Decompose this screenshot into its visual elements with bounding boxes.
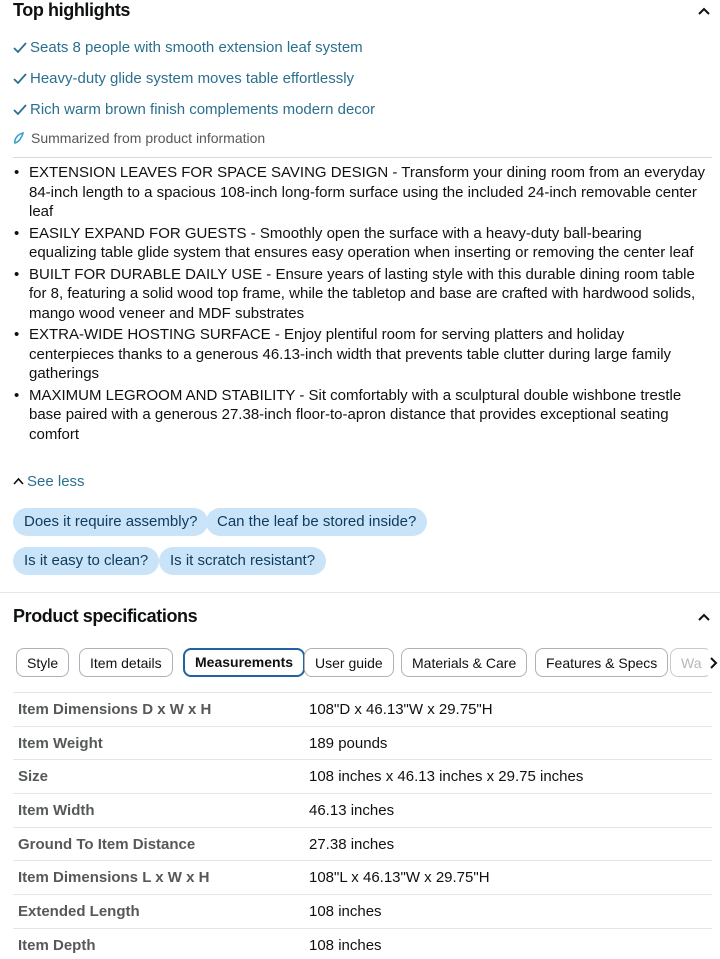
highlight-text: Heavy-duty glide system moves table effortlessly [30,70,355,87]
question-chip-easy-clean[interactable]: Is it easy to clean? [13,547,159,575]
spec-value: 189 pounds [309,735,388,752]
spec-value: 108"D x 46.13"W x 29.75"H [309,701,493,718]
spec-row [13,759,712,793]
spec-key: Ground To Item Distance [18,836,196,853]
tab-warranty[interactable]: Wa [670,648,708,677]
tab-measurements[interactable]: Measurements [183,648,305,677]
tab-style[interactable]: Style [16,648,69,677]
spec-key: Extended Length [18,903,140,920]
spec-value: 108"L x 46.13"W x 29.75"H [309,869,490,886]
spec-row [13,726,712,760]
feature-bullet: • BUILT FOR DURABLE DAILY USE - Ensure years of lasting style with this durable dining room table for 8, featuring a solid wood top frame, while the tabletop and base are crafted with hardwood solids, mango wood veneer and MDF substrates [14,265,696,322]
section-divider [0,592,720,593]
check-icon [13,72,27,86]
spec-tabs [16,648,708,679]
summary-note [13,130,265,146]
spec-row [13,860,712,894]
divider [13,157,712,158]
spec-row [13,692,712,726]
spec-row [13,894,712,928]
spec-key: Item Weight [18,735,103,752]
chevron-up-icon [13,476,24,487]
spec-key: Item Width [18,802,95,819]
feature-bullet: • EXTRA-WIDE HOSTING SURFACE - Enjoy plentiful room for serving platters and holiday centerpieces thanks to a generous 46.13-inch width that prevents table clutter during large family gatherings [14,326,672,382]
spec-row [13,928,712,959]
tab-materials-care[interactable]: Materials & Care [401,648,527,677]
chevron-up-icon[interactable] [696,609,712,625]
check-icon [13,41,27,55]
top-highlights-header[interactable] [13,0,712,21]
highlight-item [13,101,375,118]
tab-user-guide[interactable]: User guide [304,648,394,677]
tab-item-details[interactable]: Item details [79,648,173,677]
product-specs-header[interactable] [13,606,712,627]
spec-key: Item Dimensions D x W x H [18,701,212,718]
spec-key: Size [18,768,49,785]
ai-sparkle-icon [13,131,25,145]
feature-bullet-list [13,163,713,446]
summary-note-text: Summarized from product information [31,130,266,146]
check-icon [13,103,27,117]
question-chip-assembly[interactable]: Does it require assembly? [13,508,208,536]
feature-bullet: • EASILY EXPAND FOR GUESTS - Smoothly open the surface with a heavy-duty ball-bearing equalizing table glide system that ensures easy operation when inserting or removing the center leaf [14,224,694,261]
feature-bullet: • EXTENSION LEAVES FOR SPACE SAVING DESIGN - Transform your dining room from an everyday 84-inch length to a spacious 108-inch long-form surface using the included 24-inch removable center leaf [14,164,706,220]
spec-value: 46.13 inches [309,802,395,819]
spec-value: 108 inches [309,937,382,954]
spec-key: Item Dimensions L x W x H [18,869,210,886]
highlight-item [13,70,354,87]
spec-value: 108 inches x 46.13 inches x 29.75 inches [309,768,584,785]
chevron-up-icon[interactable] [696,3,712,19]
spec-value: 27.38 inches [309,836,395,853]
tab-features-specs[interactable]: Features & Specs [535,648,668,677]
highlight-text: Rich warm brown finish complements modern decor [30,101,376,118]
spec-row [13,793,712,827]
spec-row [13,827,712,861]
product-specs-title: Product specifications [13,606,198,626]
see-less-label: See less [27,473,85,490]
top-highlights-title: Top highlights [13,0,131,20]
feature-bullet: • MAXIMUM LEGROOM AND STABILITY - Sit comfortably with a sculptural double wishbone trestle base paired with a generous 27.38-inch floor-to-apron distance that provides exceptional seating comfort [14,386,682,443]
chevron-right-icon[interactable] [708,657,718,669]
see-less-link[interactable] [13,473,85,490]
spec-key: Item Depth [18,937,96,954]
highlight-text: Seats 8 people with smooth extension leaf system [30,39,363,56]
question-chip-scratch-resistant[interactable]: Is it scratch resistant? [159,547,326,575]
spec-value: 108 inches [309,903,382,920]
question-chip-leaf-storage[interactable]: Can the leaf be stored inside? [206,508,427,536]
highlight-item [13,39,363,56]
